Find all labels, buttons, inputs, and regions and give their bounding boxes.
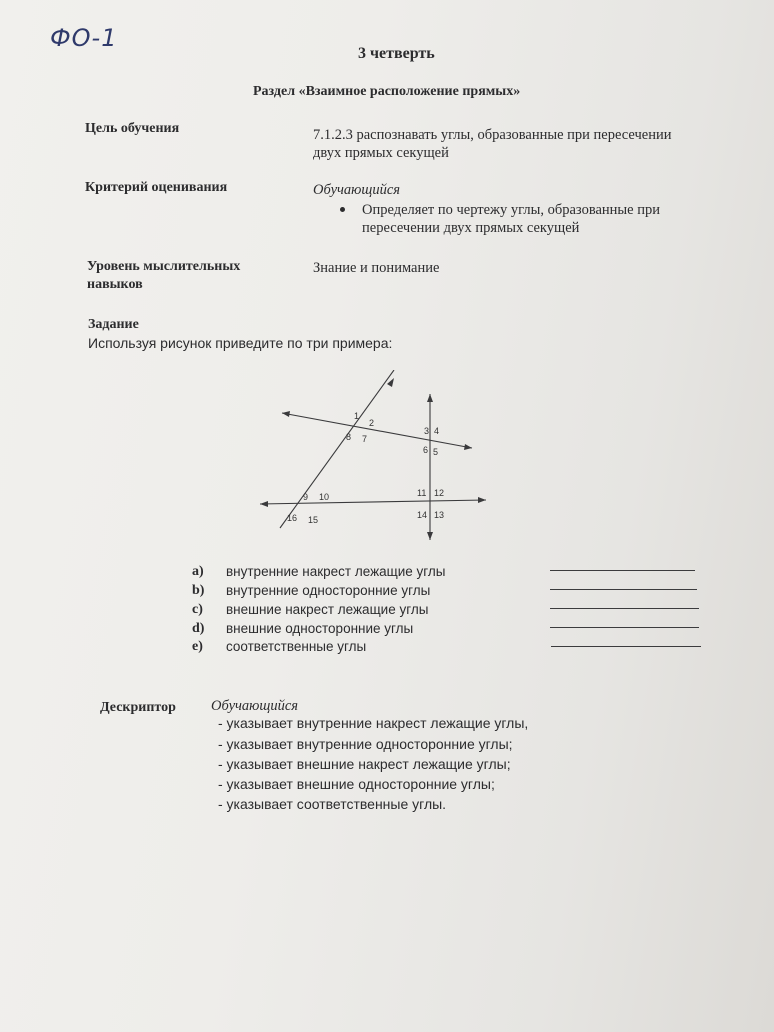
- skills-label-line2: навыков: [87, 277, 143, 292]
- angle-label: 5: [433, 447, 439, 457]
- angle-label: 6: [423, 445, 429, 455]
- handwritten-code: ФО-1: [50, 24, 118, 52]
- angle-label: 3: [424, 426, 430, 436]
- descriptor-item: - указывает внешние односторонние углы;: [218, 776, 495, 792]
- arrowhead-vertical-bottom: [427, 532, 433, 540]
- arrowhead-vertical-top: [427, 394, 433, 402]
- angle-label: 13: [434, 510, 445, 520]
- skills-label-line1: Уровень мыслительных: [87, 259, 241, 274]
- angle-label: 1: [354, 411, 360, 421]
- criterion-label: Критерий оценивания: [85, 180, 228, 195]
- goal-text-line2: двух прямых секущей: [313, 145, 449, 161]
- angle-label: 15: [308, 515, 319, 525]
- angle-label: 11: [417, 488, 427, 498]
- answer-line[interactable]: [550, 627, 699, 628]
- descriptor-item: - указывает внешние накрест лежащие углы;: [218, 756, 511, 772]
- task-item-letter: e): [192, 639, 203, 654]
- criterion-bullet-line1: Определяет по чертежу углы, образованные при: [362, 202, 661, 218]
- top-line: [282, 413, 472, 448]
- task-instruction: Используя рисунок приведите по три примера:: [88, 335, 393, 351]
- task-item-text: внешние накрест лежащие углы: [226, 602, 429, 617]
- arrowhead-secant-top: [387, 378, 394, 387]
- angle-label: 16: [287, 513, 298, 523]
- answer-line[interactable]: [550, 570, 695, 571]
- goal-label: Цель обучения: [85, 121, 180, 136]
- angle-label: 8: [346, 432, 352, 442]
- criterion-bullet-line2: пересечении двух прямых секущей: [362, 220, 580, 236]
- angle-label: 7: [362, 434, 368, 444]
- angle-label: 2: [369, 418, 375, 428]
- section-title: Раздел «Взаимное расположение прямых»: [253, 84, 521, 99]
- answer-line[interactable]: [550, 608, 699, 609]
- slanted-secant: [280, 370, 394, 528]
- quarter-title: 3 четверть: [358, 45, 435, 62]
- task-item-letter: d): [192, 621, 205, 636]
- task-item-text: внутренние накрест лежащие углы: [226, 564, 446, 579]
- descriptor-item: - указывает внутренние односторонние углы;: [218, 736, 513, 752]
- answer-line[interactable]: [551, 646, 701, 647]
- arrowhead-top-left: [282, 411, 290, 417]
- arrowhead-bottom-right: [478, 497, 486, 503]
- criterion-subject: Обучающийся: [313, 182, 401, 198]
- descriptor-subject: Обучающийся: [211, 698, 299, 714]
- skills-value: Знание и понимание: [313, 260, 440, 276]
- task-item-letter: b): [192, 583, 205, 598]
- angle-label: 12: [434, 488, 445, 498]
- descriptor-label: Дескриптор: [100, 700, 176, 715]
- answer-line[interactable]: [550, 589, 697, 590]
- task-item-letter: a): [192, 564, 204, 579]
- angle-label: 10: [319, 492, 330, 502]
- bottom-line: [260, 500, 486, 504]
- task-label: Задание: [88, 317, 139, 332]
- task-item-letter: c): [192, 602, 203, 617]
- arrowhead-bottom-left: [260, 501, 268, 507]
- lines-figure: [250, 370, 500, 550]
- descriptor-item: - указывает внутренние накрест лежащие углы,: [218, 715, 529, 731]
- angle-label: 4: [434, 426, 440, 436]
- angle-label: 9: [303, 492, 309, 502]
- task-item-text: внутренние односторонние углы: [226, 583, 431, 598]
- task-item-text: внешние односторонние углы: [226, 621, 414, 636]
- bullet-icon: [340, 207, 345, 212]
- arrowhead-top-right: [464, 444, 472, 450]
- angle-label: 14: [417, 510, 428, 520]
- descriptor-item: - указывает соответственные углы.: [218, 796, 447, 812]
- goal-text-line1: 7.1.2.3 распознавать углы, образованные при пересечении: [313, 127, 672, 143]
- task-item-text: соответственные углы: [226, 639, 367, 654]
